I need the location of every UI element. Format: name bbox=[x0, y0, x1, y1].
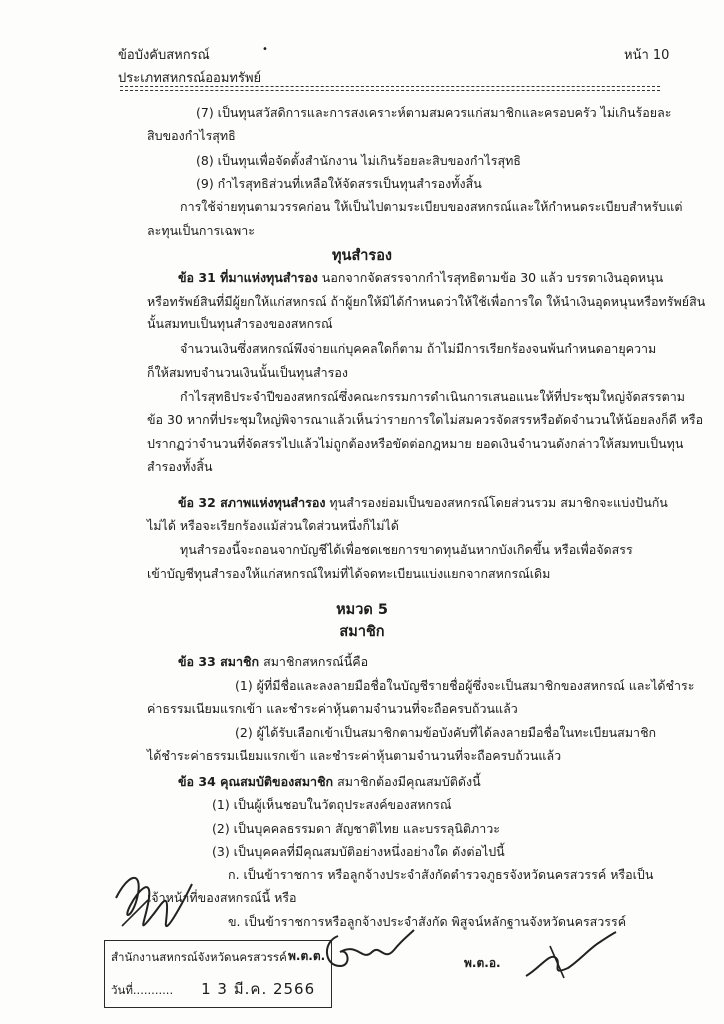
text-line: ทุนสำรองนี้จะถอนจากบัญชีได้เพื่อชดเชยการขาดทุนอันหากบังเกิดขึ้น หรือเพื่อจัดสรร bbox=[180, 542, 633, 557]
article-text: สมาชิกต้องมีคุณสมบัติดังนี้ bbox=[333, 774, 481, 789]
text-line: ข. เป็นข้าราชการหรือลูกจ้างประจำสังกัด พิสูจน์หลักฐานจังหวัดนครสวรรค์ bbox=[228, 914, 627, 929]
text-line: (8) เป็นทุนเพื่อจัดตั้งสำนักงาน ไม่เกินร้อยละสิบของกำไรสุทธิ bbox=[196, 153, 521, 168]
signature-label-1: พ.ต.ต. bbox=[288, 949, 326, 963]
speck-mark: • bbox=[262, 44, 268, 55]
signature-middle-icon bbox=[318, 922, 418, 982]
text-line: ได้ชำระค่าธรรมเนียมแรกเข้า และชำระค่าหุ้นตามจำนวนที่จะถือครบถ้วนแล้ว bbox=[147, 748, 562, 763]
text-line: (2) เป็นบุคคลธรรมดา สัญชาติไทย และบรรลุนิติภาวะ bbox=[212, 821, 500, 836]
text-line: (7) เป็นทุนสวัสดิการและการสงเคราะห์ตามสมควรแก่สมาชิกและครอบครัว ไม่เกินร้อยละ bbox=[196, 105, 672, 120]
article-lead bbox=[178, 773, 481, 791]
article-text: ทุนสำรองย่อมเป็นของสหกรณ์โดยส่วนรวม สมาชิกจะแบ่งปันกัน bbox=[325, 495, 668, 510]
text-line: สิบของกำไรสุทธิ bbox=[147, 128, 236, 143]
article-lead bbox=[178, 269, 663, 287]
article-title: ข้อ 34 คุณสมบัติของสมาชิก bbox=[178, 774, 334, 789]
article-lead bbox=[178, 653, 368, 671]
signature-label-2: พ.ต.อ. bbox=[464, 956, 501, 970]
text-line: (9) กำไรสุทธิส่วนที่เหลือให้จัดสรรเป็นทุนสำรองทั้งสิ้น bbox=[196, 176, 482, 191]
text-line: ละทุนเป็นการเฉพาะ bbox=[147, 223, 255, 238]
text-line: เข้าบัญชีทุนสำรองให้แก่สหกรณ์ใหม่ที่ได้จดทะเบียนแบ่งแยกจากสหกรณ์เดิม bbox=[147, 566, 551, 581]
text-line: ก็ให้สมทบจำนวนเงินนั้นเป็นทุนสำรอง bbox=[147, 365, 348, 380]
text-line: ก. เป็นข้าราชการ หรือลูกจ้างประจำสังกัดตำรวจภูธรจังหวัดนครสวรรค์ หรือเป็น bbox=[228, 867, 654, 882]
stamp-date: 1 3 มี.ค. 2566 bbox=[201, 980, 316, 998]
cooperative-type: ประเภทสหกรณ์ออมทรัพย์ bbox=[118, 71, 262, 86]
text-line: กำไรสุทธิประจำปีของสหกรณ์ซึ่งคณะกรรมการดำเนินการเสนอแนะให้ที่ประชุมใหญ่จัดสรรตาม bbox=[180, 389, 686, 404]
heading-members: สมาชิก bbox=[339, 624, 385, 640]
article-lead bbox=[178, 494, 668, 512]
stamp-office: สำนักงานสหกรณ์จังหวัดนครสวรรค์ bbox=[111, 950, 287, 964]
page-number: หน้า 10 bbox=[624, 48, 670, 63]
text-line: ข้อ 30 หากที่ประชุมใหญ่พิจารณาแล้วเห็นว่ารายการใดไม่สมควรจัดสรรหรือตัดจำนวนให้น้อยลงก็ดี หรือ bbox=[147, 412, 704, 427]
heading-chapter-5: หมวด 5 bbox=[336, 602, 388, 618]
signature-right-icon bbox=[520, 928, 620, 988]
article-text: สมาชิกสหกรณ์นี้คือ bbox=[259, 654, 369, 669]
article-title: ข้อ 33 สมาชิก bbox=[178, 654, 260, 669]
text-line: นั้นสมทบเป็นทุนสำรองของสหกรณ์ bbox=[147, 316, 333, 331]
text-line: ปรากฏว่าจำนวนที่จัดสรรไปแล้วไม่ถูกต้องหรือขัดต่อกฎหมาย ยอดเงินจำนวนดังกล่าวให้สมทบเป็นทุน bbox=[147, 436, 684, 451]
text-line: (2) ผู้ได้รับเลือกเข้าเป็นสมาชิกตามข้อบังคับที่ได้ลงลายมือชื่อในทะเบียนสมาชิก bbox=[235, 725, 657, 740]
stamp-date-row: วันที่........... 1 3 มี.ค. 2566 bbox=[111, 980, 316, 998]
article-text: นอกจากจัดสรรจากกำไรสุทธิตามข้อ 30 แล้ว บรรดาเงินอุดหนุน bbox=[317, 270, 664, 285]
document-category: ข้อบังคับสหกรณ์ bbox=[118, 48, 210, 63]
article-title: ข้อ 32 สภาพแห่งทุนสำรอง bbox=[178, 495, 326, 510]
article-title: ข้อ 31 ที่มาแห่งทุนสำรอง bbox=[178, 270, 318, 285]
text-line: หรือทรัพย์สินที่มีผู้ยกให้แก่สหกรณ์ ถ้าผู้ยกให้มิได้กำหนดว่าให้ใช้เพื่อการใด ให้นำเงินอุดหนุนหรือทรัพย์สิน bbox=[147, 294, 706, 309]
text-line: ไม่ได้ หรือจะเรียกร้องแม้ส่วนใดส่วนหนึ่งก็ไม่ได้ bbox=[147, 518, 399, 533]
text-line: จำนวนเงินซึ่งสหกรณ์พึงจ่ายแก่บุคคลใดก็ตาม ถ้าไม่มีการเรียกร้องจนพ้นกำหนดอายุความ bbox=[180, 341, 657, 356]
stamp-date-prefix: วันที่ bbox=[111, 983, 133, 997]
text-line: (1) เป็นผู้เห็นชอบในวัตถุประสงค์ของสหกรณ์ bbox=[212, 797, 452, 812]
header-separator bbox=[120, 86, 660, 91]
text-line: ค่าธรรมเนียมแรกเข้า และชำระค่าหุ้นตามจำนวนที่จะถือครบถ้วนแล้ว bbox=[147, 701, 518, 716]
text-line: สำรองทั้งสิ้น bbox=[147, 459, 213, 474]
text-line: (3) เป็นบุคคลที่มีคุณสมบัติอย่างหนึ่งอย่างใด ดังต่อไปนี้ bbox=[212, 844, 505, 859]
text-line: การใช้จ่ายทุนตามวรรคก่อน ให้เป็นไปตามระเบียบของสหกรณ์และให้กำหนดระเบียบสำหรับแต่ bbox=[180, 199, 683, 214]
text-line: (1) ผู้ที่มีชื่อและลงลายมือชื่อในบัญชีรายชื่อผู้ซึ่งจะเป็นสมาชิกของสหกรณ์ และได้ชำระ bbox=[235, 678, 695, 693]
signature-left-icon bbox=[108, 864, 198, 944]
text-line: เจ้าหน้าที่ของสหกรณ์นี้ หรือ bbox=[147, 890, 297, 905]
heading-reserve-fund: ทุนสำรอง bbox=[331, 248, 393, 264]
